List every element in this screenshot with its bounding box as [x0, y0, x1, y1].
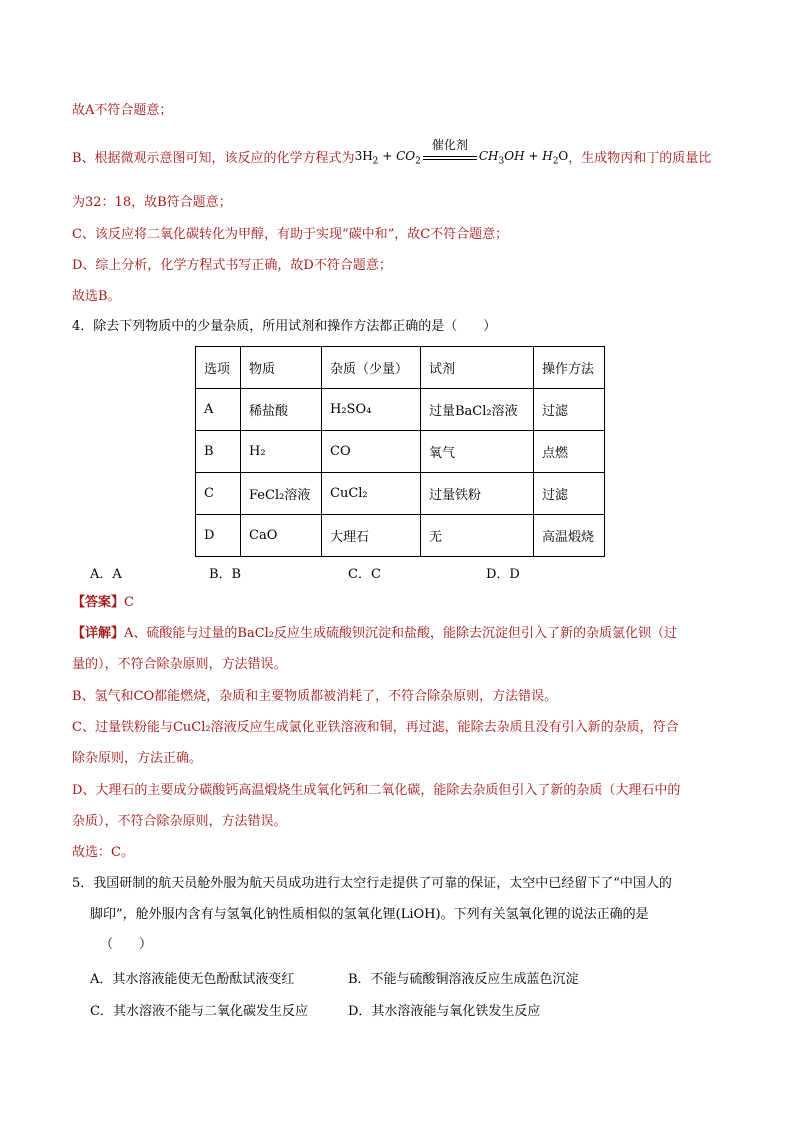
table-cell: 大理石 — [322, 515, 421, 557]
q3-line-b-pre: B、根据微观示意图可知，该反应的化学方程式为 — [72, 151, 355, 167]
chemical-equation — [354, 137, 569, 171]
q4-detail-b: B、氢气和CO都能燃烧，杂质和主要物质都被消耗了，不符合除杂原则，方法错误。 — [72, 689, 558, 704]
q4-table — [195, 346, 605, 557]
table-cell: A — [196, 389, 241, 431]
table-header-cell: 杂质（少量） — [322, 347, 421, 389]
table-header-row — [196, 347, 605, 389]
q4-detail-d1: D、大理石的主要成分碳酸钙高温煅烧生成氧化钙和二氧化碳，能除去杂质但引入了新的杂质（大理石中的 — [72, 783, 681, 798]
table-cell: D — [196, 515, 241, 557]
table-cell: CO — [322, 431, 421, 473]
q5-stem-1: 5．我国研制的航天员舱外服为航天员成功进行太空行走提供了可靠的保证，太空中已经留下了“中国人的 — [72, 876, 672, 891]
q4-detail-a1 — [72, 624, 677, 644]
table-row — [196, 389, 605, 431]
table-cell: CuCl₂ — [322, 473, 421, 515]
q3-line-b-cont: 为32：18，故B符合题意； — [72, 195, 232, 210]
q5-stem-3: （ ） — [100, 937, 153, 952]
q4-option-c: C．C — [348, 567, 381, 582]
table-header-cell: 操作方法 — [534, 347, 605, 389]
answer-label: 【答案】 — [72, 595, 125, 610]
eq-left-sub: 2 — [372, 156, 379, 167]
catalyst-arrow — [423, 137, 477, 160]
q4-answer — [72, 593, 134, 613]
q4-stem: 4．除去下列物质中的少量杂质，所用试剂和操作方法都正确的是（ ） — [72, 319, 497, 334]
table-header-cell: 物质 — [241, 347, 322, 389]
q5-option-a: A．其水溶液能使无色酚酞试液变红 — [90, 972, 295, 987]
eq-h2o-sub: 2 — [552, 156, 559, 167]
table-cell: 无 — [421, 515, 534, 557]
table-cell: H₂ — [241, 431, 322, 473]
q3-choice: 故选B。 — [72, 289, 121, 304]
table-cell: 点燃 — [534, 431, 605, 473]
detail-a1-text: A、硫酸能与过量的BaCl₂反应生成硫酸钡沉淀和盐酸，能除去沉淀但引入了新的杂质氯化钡（过 — [124, 626, 678, 641]
table-cell: 过滤 — [534, 473, 605, 515]
table-row — [196, 473, 605, 515]
eq-ch3oh-sub: 3 — [498, 156, 505, 167]
table-cell: 稀盐酸 — [241, 389, 322, 431]
q4-detail-d2: 杂质），不符合除杂原则，方法错误。 — [72, 814, 287, 829]
q4-option-b: B．B — [209, 567, 242, 582]
table-cell: 过滤 — [534, 389, 605, 431]
table-cell: FeCl₂溶液 — [241, 473, 322, 515]
catalyst-label: 催化剂 — [431, 137, 468, 152]
table-cell: H₂SO₄ — [322, 389, 421, 431]
q5-option-c: C．其水溶液不能与二氧化碳发生反应 — [90, 1004, 308, 1019]
table-cell: C — [196, 473, 241, 515]
q3-line-c: C、该反应将二氧化碳转化为甲醇，有助于实现“碳中和”，故C不符合题意； — [72, 227, 509, 242]
q4-detail-c2: 除杂原则，方法正确。 — [72, 751, 203, 766]
table-row — [196, 515, 605, 557]
table-cell: CaO — [241, 515, 322, 557]
table-cell: 过量铁粉 — [421, 473, 534, 515]
q5-stem-2: 脚印”，舱外服内含有与氢氧化钠性质相似的氢氧化锂(LiOH)。下列有关氢氧化锂的说法正确的是 — [90, 907, 649, 922]
q3-line-a: 故A不符合题意； — [72, 103, 173, 118]
q4-detail-c1: C、过量铁粉能与CuCl₂溶液反应生成氯化亚铁溶液和铜，再过滤，能除去杂质且没有引入新的杂质，符合 — [72, 720, 679, 735]
table-row — [196, 431, 605, 473]
table-cell: 过量BaCl₂溶液 — [421, 389, 534, 431]
answer-value: C — [124, 595, 134, 610]
q4-choice: 故选：C。 — [72, 845, 134, 860]
eq-co2: + CO — [378, 149, 416, 163]
detail-label: 【详解】 — [72, 626, 125, 641]
table-cell: 氧气 — [421, 431, 534, 473]
q4-detail-a2: 量的），不符合除杂原则，方法错误。 — [72, 657, 287, 672]
eq-co2-sub: 2 — [415, 156, 421, 167]
q5-option-d: D．其水溶液能与氧化铁发生反应 — [348, 1004, 541, 1019]
q3-line-b — [72, 137, 712, 171]
q3-line-b-post: ，生成物丙和丁的质量比 — [568, 151, 712, 167]
q4-option-a: A．A — [90, 567, 122, 582]
q3-line-d: D、综上分析，化学方程式书写正确，故D不符合题意； — [72, 258, 392, 273]
eq-oh-h: OH + H — [504, 149, 553, 163]
table-cell: 高温煅烧 — [534, 515, 605, 557]
q5-option-b: B．不能与硫酸铜溶液反应生成蓝色沉淀 — [348, 972, 579, 987]
table-cell: B — [196, 431, 241, 473]
eq-left: 3H — [354, 149, 373, 163]
table-header-cell: 试剂 — [421, 347, 534, 389]
q4-option-d: D．D — [486, 567, 520, 582]
table-header-cell: 选项 — [196, 347, 241, 389]
eq-o: O — [558, 149, 569, 163]
eq-ch3oh: CH — [478, 149, 499, 163]
